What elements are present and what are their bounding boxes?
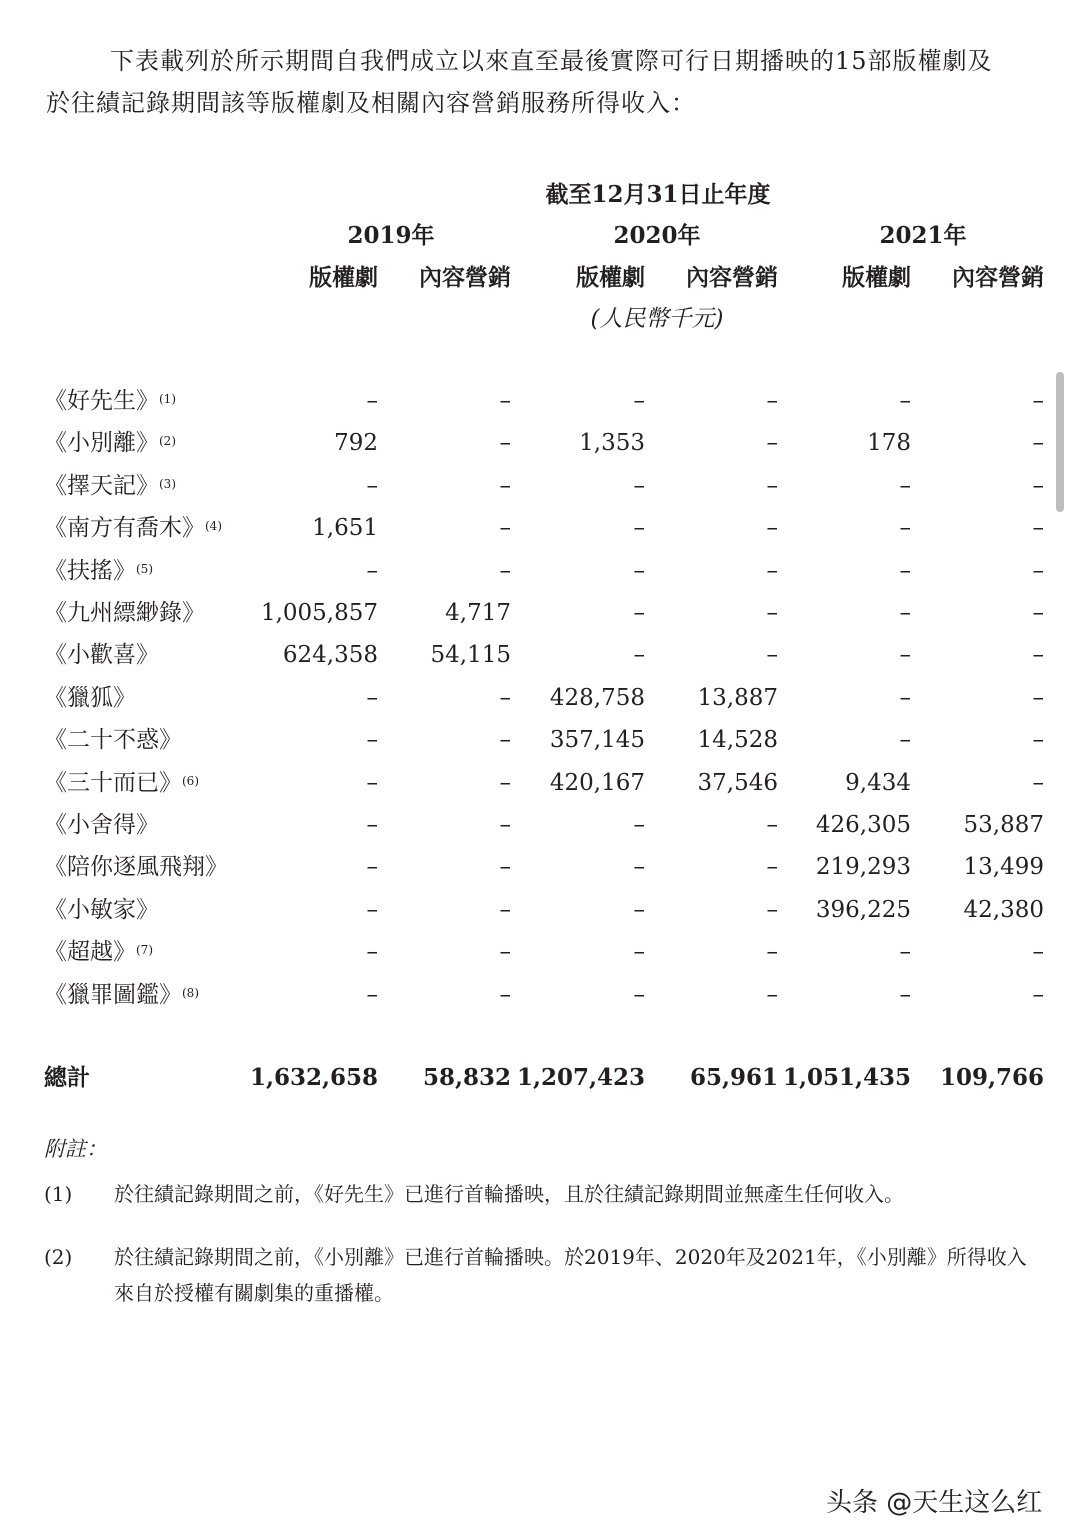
drama-title-text: 《獵狐》 (44, 684, 136, 711)
watermark: 头条 @天生这么红 (826, 1488, 1043, 1518)
cell-2021-marketing: 109,766 (939, 1064, 1044, 1091)
table-row (0, 510, 1080, 552)
cell-2020-copyright: – (633, 515, 645, 542)
cell-2021-copyright: – (899, 600, 911, 626)
cell-2020-copyright: – (633, 896, 645, 923)
cell-2019-marketing: – (499, 896, 511, 923)
cell-2020-marketing: – (766, 642, 778, 669)
cell-2019-copyright: – (366, 769, 378, 796)
drama-title-text: 《三十而已》 (44, 769, 182, 796)
cell-2021-copyright: – (899, 472, 911, 499)
drama-title (44, 680, 136, 716)
cell-2019-marketing: – (499, 769, 511, 796)
cell-2020-marketing: 14,528 (697, 727, 778, 754)
cell-2020-copyright: 428,758 (549, 684, 645, 711)
drama-title-text: 《超越》 (44, 939, 136, 966)
note-text: 於往績記錄期間之前，《小別離》已進行首輪播映。於2019年、2020年及2021年，《小別離》所得收入來自於授權有關劇集的重播權。 (114, 1245, 1027, 1305)
drama-title (44, 892, 159, 928)
cell-2020-marketing: 13,887 (697, 684, 778, 711)
footnote-marker: (8) (182, 985, 199, 1000)
footnote-marker: (5) (136, 561, 153, 576)
cell-2020-copyright: 1,353 (579, 430, 645, 457)
cell-2019-marketing: – (499, 430, 511, 457)
drama-title (44, 553, 153, 589)
intro-paragraph (46, 40, 1046, 124)
year-header-2020: 2020年 (613, 222, 701, 249)
drama-title (44, 722, 182, 758)
notes-title: 附註： (44, 1137, 107, 1161)
cell-2021-marketing: 53,887 (963, 812, 1044, 838)
cell-2021-marketing: – (1032, 981, 1044, 1008)
cell-2019-copyright: 792 (334, 430, 378, 457)
cell-2019-copyright: 1,005,857 (260, 600, 378, 626)
cell-2019-marketing: – (499, 472, 511, 499)
cell-2019-marketing: – (499, 854, 511, 881)
drama-title-text: 《擇天記》 (44, 472, 159, 499)
cell-2021-marketing: – (1032, 727, 1044, 754)
drama-title (44, 383, 176, 419)
cell-2019-marketing: – (499, 557, 511, 584)
period-header: 截至12月31日止年度 (545, 181, 771, 208)
drama-title-text: 《小敏家》 (44, 896, 159, 923)
footnote-marker: (3) (159, 476, 176, 491)
cell-2020-marketing: – (766, 472, 778, 499)
cell-2020-marketing: – (766, 812, 778, 838)
drama-title (44, 934, 153, 970)
table-row (0, 807, 1080, 849)
cell-2020-copyright: – (633, 854, 645, 881)
note-number: (2) (44, 1245, 73, 1269)
table-row (0, 595, 1080, 637)
cell-2019-copyright: – (366, 472, 378, 499)
year-header-2019: 2019年 (347, 222, 435, 249)
cell-2020-marketing: – (766, 854, 778, 881)
cell-2021-marketing: 42,380 (963, 896, 1044, 923)
table-row (0, 722, 1080, 764)
cell-2021-marketing: 13,499 (963, 854, 1044, 881)
drama-title (44, 510, 222, 546)
cell-2019-marketing: 4,717 (445, 600, 511, 626)
cell-2020-marketing: – (766, 939, 778, 966)
drama-title-text: 《小舍得》 (44, 812, 159, 838)
cell-2021-copyright: – (899, 727, 911, 754)
cell-2019-marketing: – (499, 388, 511, 414)
cell-2019-marketing: – (499, 981, 511, 1008)
subheader-2020-copyright: 版權劇 (576, 264, 645, 291)
cell-2021-marketing: – (1032, 515, 1044, 542)
intro-line-2: 於往績記錄期間該等版權劇及相關內容營銷服務所得收入： (46, 89, 696, 117)
subheader-2019-marketing: 內容營銷 (419, 264, 511, 291)
cell-2019-copyright: 1,632,658 (249, 1064, 378, 1091)
cell-2021-copyright: 396,225 (815, 896, 911, 923)
cell-2020-copyright: – (633, 642, 645, 669)
drama-title (44, 849, 228, 885)
total-row (0, 1060, 1080, 1102)
table-row (0, 383, 1080, 425)
cell-2020-marketing: – (766, 896, 778, 923)
cell-2021-marketing: – (1032, 939, 1044, 966)
drama-title (44, 425, 176, 461)
note-text: 於往績記錄期間之前，《好先生》已進行首輪播映，且於往績記錄期間並無產生任何收入。 (114, 1182, 904, 1206)
table-row (0, 849, 1080, 891)
cell-2021-copyright: 219,293 (815, 854, 911, 881)
cell-2020-copyright: 420,167 (549, 769, 645, 796)
drama-title-text: 《九州縹緲錄》 (44, 600, 205, 626)
cell-2019-marketing: – (499, 727, 511, 754)
cell-2020-copyright: – (633, 939, 645, 966)
cell-2020-copyright: 357,145 (549, 727, 645, 754)
cell-2020-copyright: – (633, 981, 645, 1008)
drama-title (44, 468, 176, 504)
cell-2019-marketing: – (499, 515, 511, 542)
cell-2020-marketing: 65,961 (689, 1064, 778, 1091)
cell-2021-copyright: 426,305 (815, 812, 911, 838)
cell-2021-copyright: – (899, 557, 911, 584)
table-row (0, 934, 1080, 976)
cell-2019-marketing: – (499, 812, 511, 838)
cell-2020-copyright: – (633, 812, 645, 838)
table-row (0, 425, 1080, 467)
drama-title (44, 765, 199, 801)
footnote-marker: (4) (205, 519, 222, 534)
table-row (0, 553, 1080, 595)
drama-title-text: 《好先生》 (44, 388, 159, 414)
cell-2021-marketing: – (1032, 388, 1044, 414)
unit-label: (人民幣千元) (590, 306, 724, 332)
cell-2021-marketing: – (1032, 472, 1044, 499)
cell-2021-copyright: – (899, 939, 911, 966)
cell-2020-marketing: – (766, 981, 778, 1008)
intro-line-1: 下表載列於所示期間自我們成立以來直至最後實際可行日期播映的15部版權劇及 (110, 47, 993, 75)
cell-2019-copyright: – (366, 684, 378, 711)
cell-2020-copyright: – (633, 472, 645, 499)
total-label (44, 1060, 90, 1096)
cell-2021-marketing: – (1032, 557, 1044, 584)
cell-2020-marketing: 37,546 (697, 769, 778, 796)
cell-2020-marketing: – (766, 600, 778, 626)
cell-2019-copyright: – (366, 854, 378, 881)
drama-title-text: 《南方有喬木》 (44, 515, 205, 542)
cell-2020-copyright: – (633, 600, 645, 626)
drama-title-text: 《二十不惑》 (44, 727, 182, 754)
subheader-2021-copyright: 版權劇 (842, 264, 911, 291)
footnote-marker: (6) (182, 773, 199, 788)
table-row (0, 680, 1080, 722)
cell-2019-copyright: – (366, 557, 378, 584)
table-row (0, 637, 1080, 679)
cell-2019-copyright: 624,358 (282, 642, 378, 669)
cell-2019-marketing: 54,115 (430, 642, 511, 669)
cell-2019-copyright: – (366, 981, 378, 1008)
drama-title-text: 《小歡喜》 (44, 642, 159, 669)
cell-2019-copyright: – (366, 812, 378, 838)
subheader-2020-marketing: 內容營銷 (686, 264, 778, 291)
year-header-2021: 2021年 (879, 222, 967, 249)
cell-2019-copyright: – (366, 896, 378, 923)
cell-2021-marketing: – (1032, 430, 1044, 457)
cell-2021-marketing: – (1032, 769, 1044, 796)
cell-2019-copyright: – (366, 939, 378, 966)
cell-2021-copyright: – (899, 684, 911, 711)
cell-2021-marketing: – (1032, 684, 1044, 711)
cell-2021-copyright: – (899, 642, 911, 669)
cell-2020-copyright: 1,207,423 (516, 1064, 645, 1091)
cell-2021-copyright: 178 (867, 430, 911, 457)
drama-title-text: 《扶搖》 (44, 557, 136, 584)
footnote-marker: (2) (159, 434, 176, 449)
cell-2020-marketing: – (766, 515, 778, 542)
cell-2021-copyright: 1,051,435 (782, 1064, 911, 1091)
cell-2020-copyright: – (633, 388, 645, 414)
drama-title (44, 595, 205, 631)
drama-title-text: 總計 (44, 1064, 90, 1091)
cell-2021-marketing: – (1032, 600, 1044, 626)
table-row (0, 468, 1080, 510)
cell-2019-marketing: – (499, 939, 511, 966)
cell-2019-marketing: 58,832 (422, 1064, 511, 1091)
cell-2020-copyright: – (633, 557, 645, 584)
cell-2019-copyright: – (366, 388, 378, 414)
table-row (0, 977, 1080, 1019)
cell-2021-copyright: 9,434 (845, 769, 911, 796)
subheader-2019-copyright: 版權劇 (309, 264, 378, 291)
cell-2021-copyright: – (899, 388, 911, 414)
footnote-marker: (1) (159, 392, 176, 406)
table-row (0, 892, 1080, 934)
drama-title-text: 《小別離》 (44, 430, 159, 457)
cell-2021-copyright: – (899, 981, 911, 1008)
cell-2020-marketing: – (766, 430, 778, 457)
drama-title-text: 《獵罪圖鑑》 (44, 981, 182, 1008)
table-row (0, 765, 1080, 807)
drama-title-text: 《陪你逐風飛翔》 (44, 854, 228, 881)
cell-2020-marketing: – (766, 388, 778, 414)
cell-2019-copyright: 1,651 (312, 515, 378, 542)
cell-2021-copyright: – (899, 515, 911, 542)
drama-title (44, 807, 159, 843)
cell-2020-marketing: – (766, 557, 778, 584)
cell-2019-copyright: – (366, 727, 378, 754)
scrollbar[interactable] (1056, 372, 1064, 512)
drama-title (44, 977, 199, 1013)
subheader-2021-marketing: 內容營銷 (952, 264, 1044, 291)
drama-title (44, 637, 159, 673)
note-number: (1) (44, 1182, 73, 1206)
cell-2019-marketing: – (499, 684, 511, 711)
footnote-marker: (7) (136, 943, 153, 958)
cell-2021-marketing: – (1032, 642, 1044, 669)
